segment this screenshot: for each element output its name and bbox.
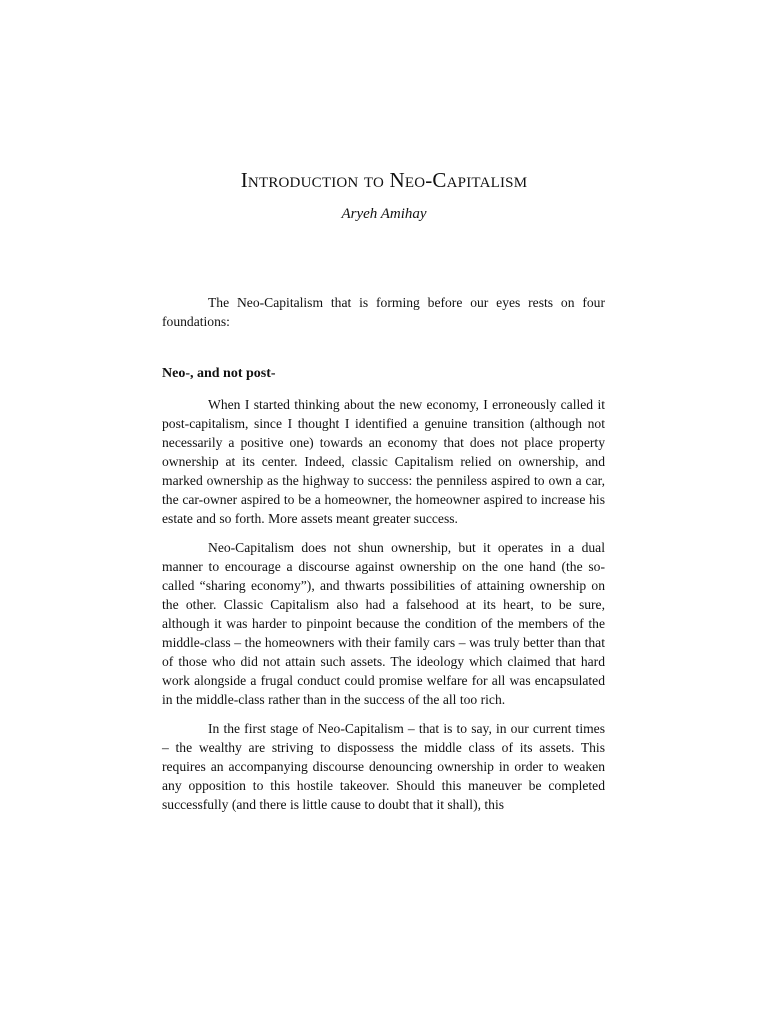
- page-title: Introduction to Neo-Capitalism: [240, 168, 528, 192]
- body-paragraph: When I started thinking about the new economy, I erroneously called it post-capitalism, since I thought I identified a genuine transition (although not necessarily a positive one) towards an economy that does not place property ownership at its center. Indeed, classic Capitalism relied on ownership, and marked ownership as the highway to success: the penniless aspired to own a car, the car-owner aspired to be a homeowner, the homeowner aspired to increase his estate and so forth. More assets meant greater success.: [162, 397, 605, 526]
- body-paragraph: Neo-Capitalism does not shun ownership, but it operates in a dual manner to encourage a discourse against ownership on the one hand (the so-called “sharing economy”), and thwarts possibilities of attaining ownership on the other. Classic Capitalism also had a falsehood at its heart, to be sure, although it was harder to pinpoint because the condition of the members of the middle-class – the homeowners with their family cars – was truly better than that of those who did not attain such assets. The ideology which claimed that hard work alongside a frugal conduct could promise welfare for all was encapsulated in the middle-class rather than in the success of the all too rich.: [162, 540, 605, 707]
- intro-paragraph: The Neo-Capitalism that is forming before our eyes rests on four foundations:: [162, 295, 605, 329]
- section-heading: Neo-, and not post-: [162, 366, 276, 381]
- body-paragraph: In the first stage of Neo-Capitalism – that is to say, in our current times – the wealthy are striving to dispossess the middle class of its assets. This requires an accompanying discourse denouncing ownership in order to weaken any opposition to this hostile takeover. Should this maneuver be completed successfully (and there is little cause to doubt that it shall), this: [162, 721, 605, 812]
- article-body: [162, 293, 605, 824]
- author-name: Aryeh Amihay: [341, 206, 427, 222]
